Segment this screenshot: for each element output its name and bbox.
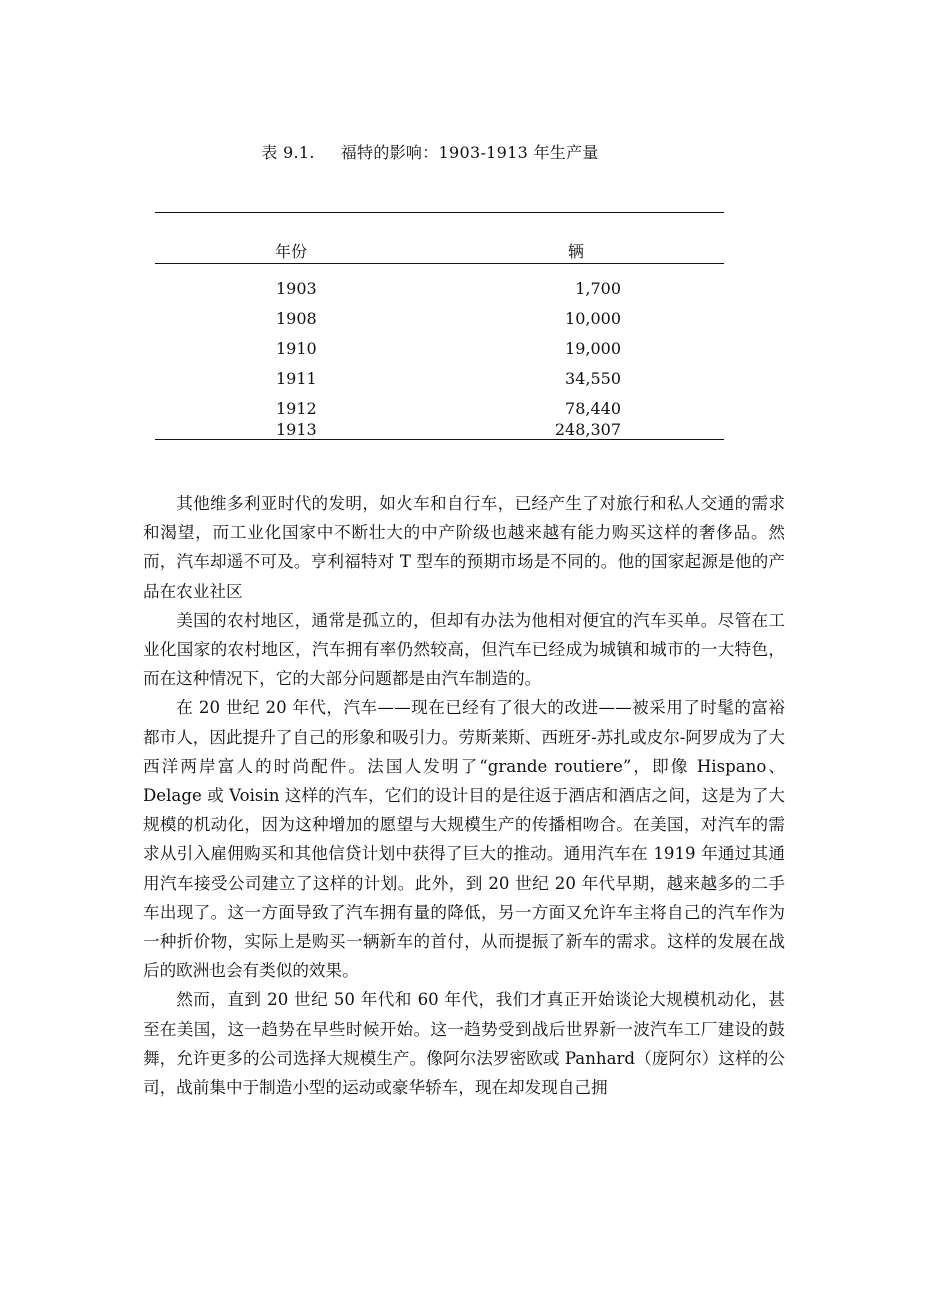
table-row — [155, 339, 724, 359]
cell-year: 1903 — [276, 279, 317, 298]
header-vehicles: 辆 — [568, 242, 585, 261]
production-table — [155, 212, 724, 440]
table-row — [155, 420, 724, 440]
body-text — [143, 489, 785, 1102]
cell-vehicles: 1,700 — [575, 279, 621, 298]
table-title: 福特的影响：1903-1913 年生产量 — [340, 143, 599, 162]
table-number: 表 9.1. — [261, 143, 315, 162]
cell-year: 1911 — [276, 369, 317, 388]
cell-vehicles: 19,000 — [565, 339, 621, 358]
table-header — [155, 213, 724, 263]
cell-vehicles: 248,307 — [554, 420, 621, 439]
table-row — [155, 309, 724, 329]
header-year: 年份 — [275, 242, 308, 261]
cell-year: 1910 — [276, 339, 317, 358]
table-row — [155, 399, 724, 419]
table-caption — [0, 140, 860, 163]
paragraph: 然而，直到 20 世纪 50 年代和 60 年代，我们才真正开始谈论大规模机动化，甚至在美国，这一趋势在早些时候开始。这一趋势受到战后世界新一波汽车工厂建设的鼓舞，允许更多的公司选择大规模生产。像阿尔法罗密欧或 Panhard（庞阿尔）这样的公司，战前集中于制造小型的运动或豪华轿车，现在却发现自己拥 — [143, 990, 785, 1098]
cell-year: 1913 — [276, 420, 317, 439]
cell-vehicles: 10,000 — [565, 309, 621, 328]
cell-vehicles: 34,550 — [565, 369, 621, 388]
cell-vehicles: 78,440 — [565, 399, 621, 418]
cell-year: 1908 — [276, 309, 317, 328]
table-row — [155, 369, 724, 389]
table-row — [155, 279, 724, 299]
cell-year: 1912 — [276, 399, 317, 418]
paragraph: 其他维多利亚时代的发明，如火车和自行车，已经产生了对旅行和私人交通的需求和渴望，而工业化国家中不断壮大的中产阶级也越来越有能力购买这样的奢侈品。然而，汽车却遥不可及。亨利福特对 T 型车的预期市场是不同的。他的国家起源是他的产品在农业社区 — [143, 494, 785, 601]
paragraph: 在 20 世纪 20 年代，汽车——现在已经有了很大的改进——被采用了时髦的富裕都市人，因此提升了自己的形象和吸引力。劳斯莱斯、西班牙-苏扎或皮尔-阿罗成为了大西洋两岸富人的时尚配件。法国人发明了“grande routiere”，即像 Hispano、Delage 或 Voisin 这样的汽车，它们的设计目的是往返于酒店和酒店之间，这是为了大规模的机动化，因为这种增加的愿望与大规模生产的传播相吻合。在美国，对汽车的需求从引入雇佣购买和其他信贷计划中获得了巨大的推动。通用汽车在 1919 年通过其通用汽车接受公司建立了这样的计划。此外，到 20 世纪 20 年代早期，越来越多的二手车出现了。这一方面导致了汽车拥有量的降低，另一方面又允许车主将自己的汽车作为一种折价物，实际上是购买一辆新车的首付，从而提振了新车的需求。这样的发展在战后的欧洲也会有类似的效果。 — [143, 698, 785, 981]
paragraph: 美国的农村地区，通常是孤立的，但却有办法为他相对便宜的汽车买单。尽管在工业化国家的农村地区，汽车拥有率仍然较高，但汽车已经成为城镇和城市的一大特色，而在这种情况下，它的大部分问题都是由汽车制造的。 — [143, 610, 785, 689]
table-body — [155, 264, 724, 439]
